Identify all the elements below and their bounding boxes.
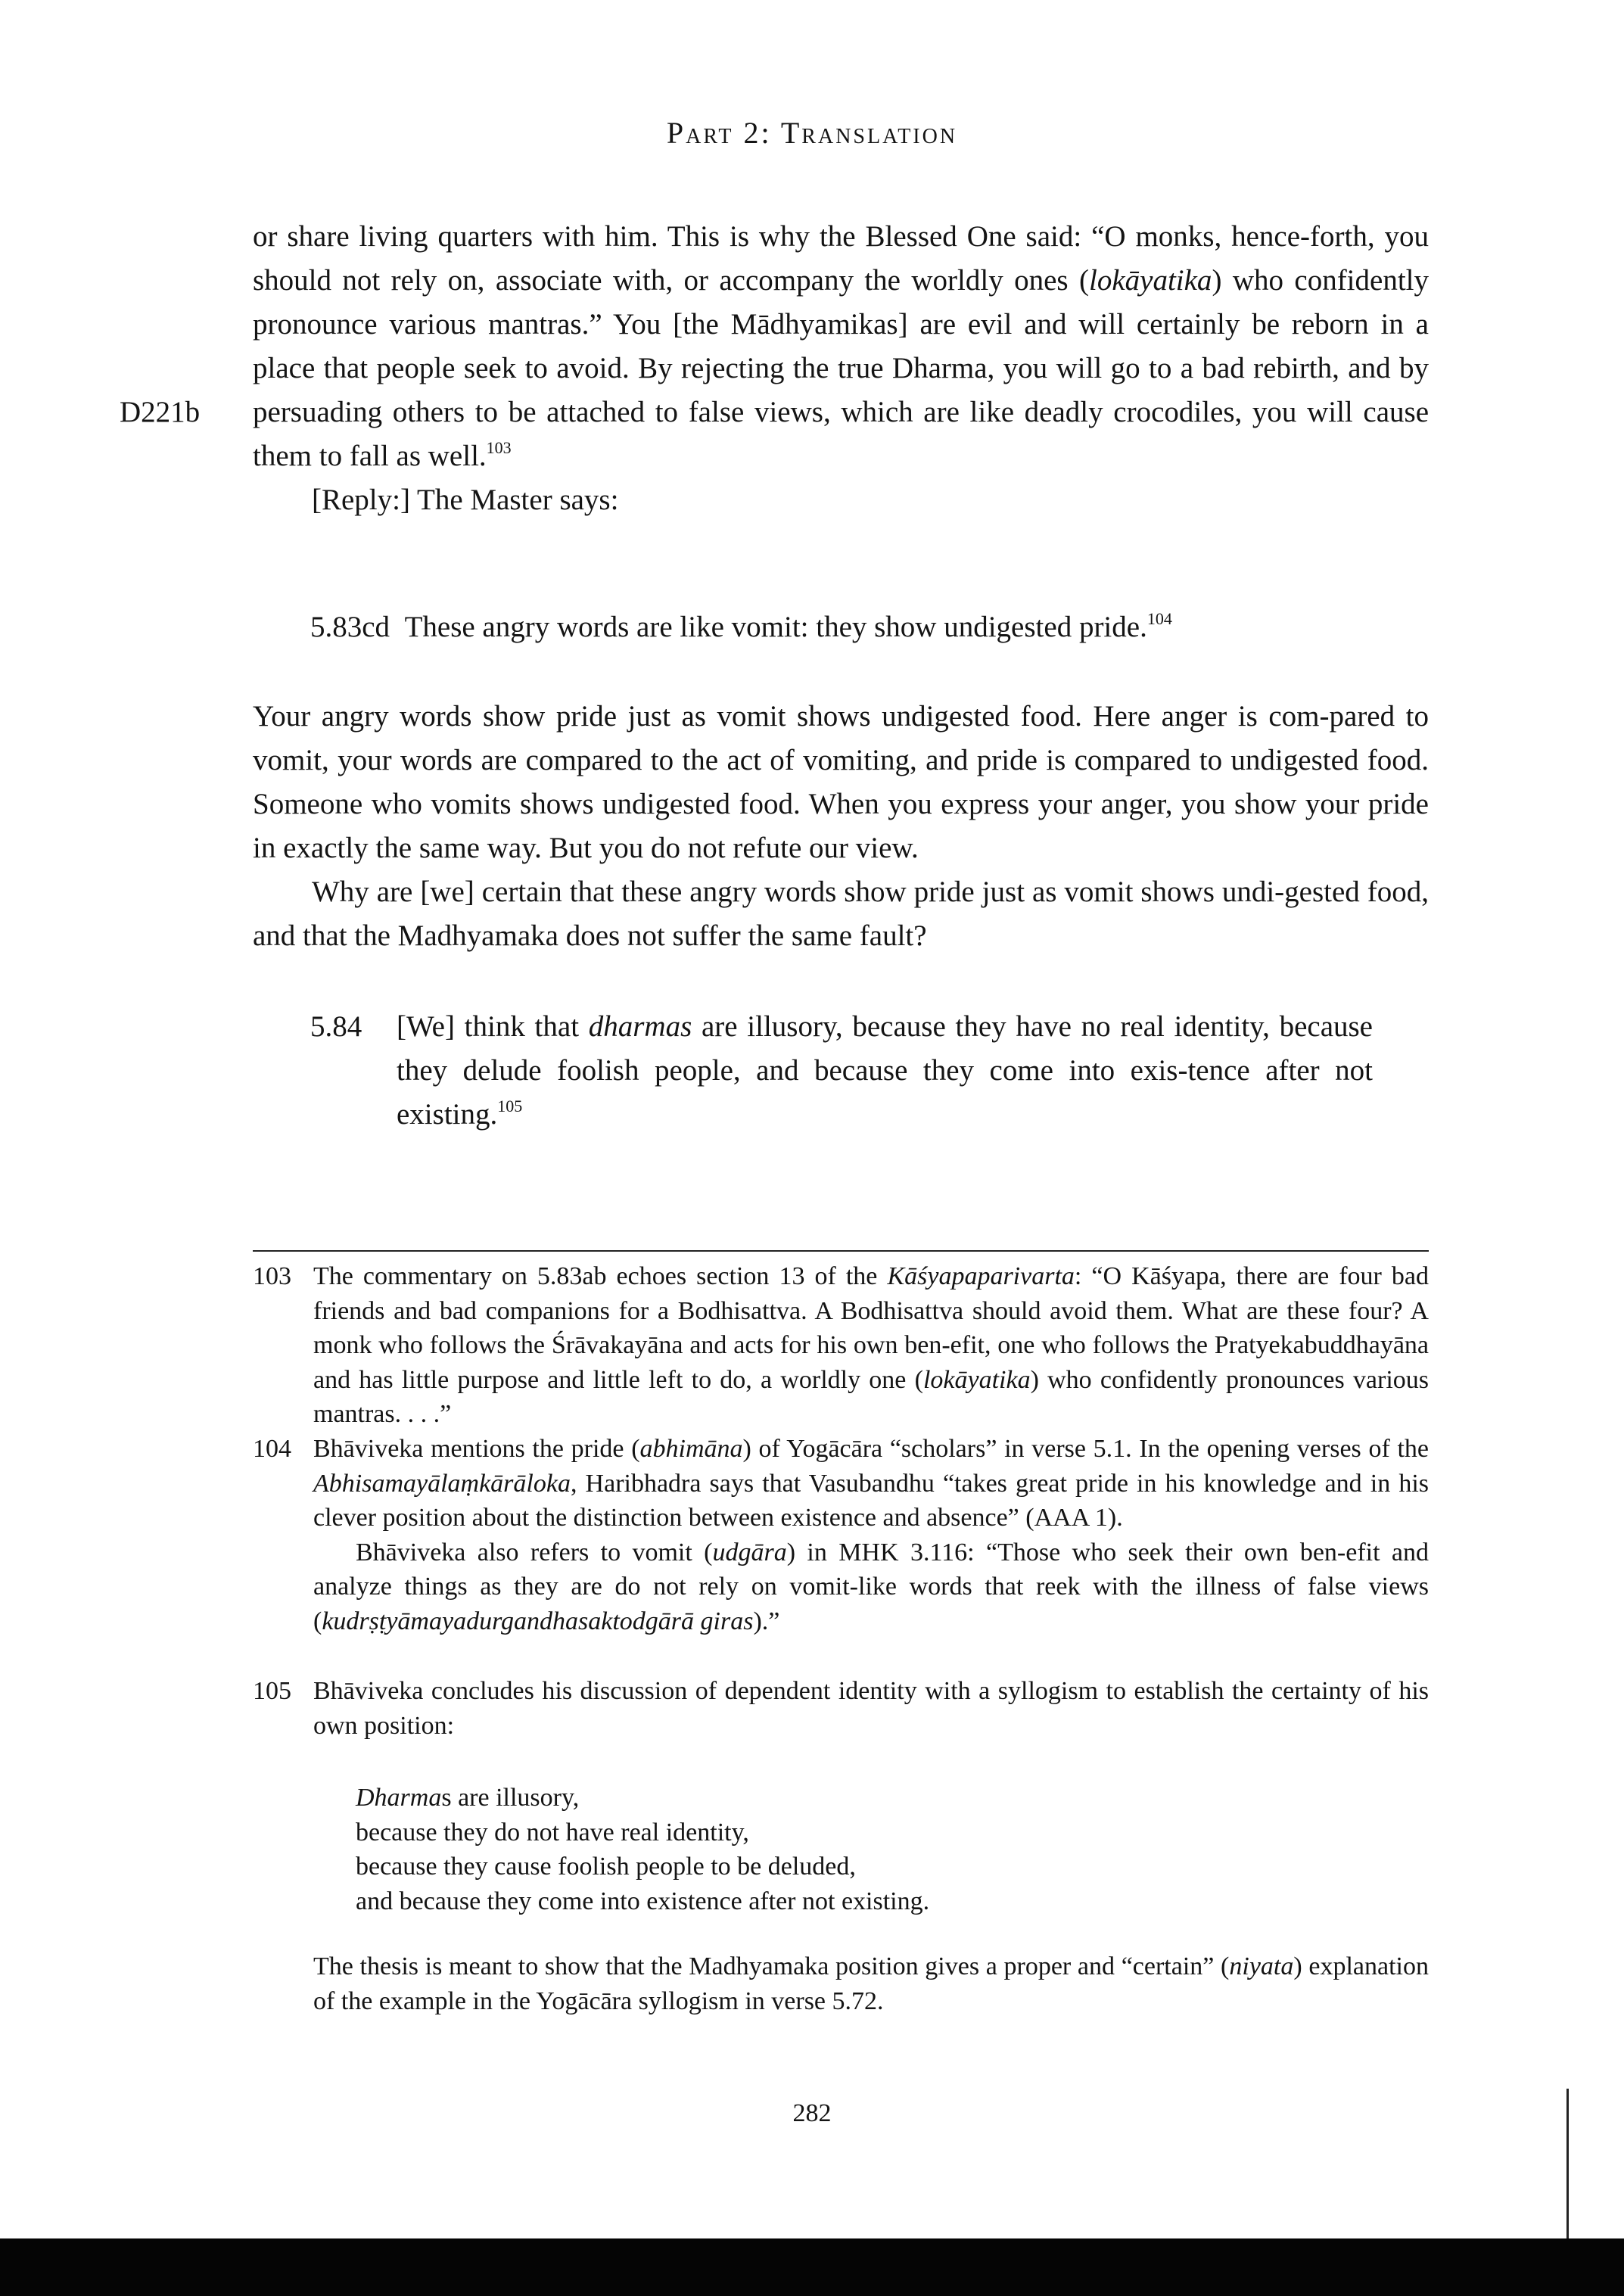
syllogism-line-1: Dharmas are illusory, <box>356 1784 580 1812</box>
verse-text: These angry words are like vomit: they show undigested pride. <box>404 611 1147 643</box>
syllogism-line-4: and because they come into existence after not existing. <box>356 1887 930 1915</box>
verse-number: 5.84 <box>310 1010 362 1043</box>
paragraph-2: Your angry words show pride just as vomit shows undigested food. Here anger is com-pared to vomit, your words are compared to the act of vomiting, and pride is compared to undigested food. Someone who vomits shows undigested food. When you express your anger, you show your pride in exactly the same way. But you do not refute our view. <box>253 700 1429 864</box>
scan-edge-line <box>1566 2089 1569 2238</box>
footnote-105: 105 Bhāviveka concludes his discussion of dependent identity with a syllogism to establish the certainty of his own position: <box>253 1674 1429 1743</box>
footnote-number: 103 <box>253 1262 291 1290</box>
scan-bottom-border <box>0 2238 1624 2296</box>
verse-5-84 <box>310 1005 1373 1137</box>
footnote-105-continuation: The thesis is meant to show that the Madhyamaka position gives a proper and “certain” (niyata) explanation of the example in the Yogācāra syllogism in verse 5.72. <box>313 1952 1429 2015</box>
page-number: 282 <box>792 2099 832 2127</box>
syllogism-line-2: because they do not have real identity, <box>356 1818 749 1846</box>
paragraph-1: or share living quarters with him. This is why the Blessed One said: “O monks, hence-forth, you should not rely on, associate with, or accompany the worldly ones (lokāyatika) who confidently pronounce various mantras.” You [the Mādhyamikas] are evil and will certainly be reborn in a place that people seek to avoid. By rejecting the true Dharma, you will go to a bad rebirth, and by persuading others to be attached to false views, which are like deadly crocodiles, you will cause them to fall as well.$^{103}$ <box>253 220 1430 472</box>
reply-line: [Reply:] The Master says: <box>312 484 619 516</box>
footnote-separator <box>253 1250 1429 1252</box>
footnote-ref-104[interactable]: 104 <box>1146 609 1172 628</box>
verse-5-83cd <box>310 605 1172 649</box>
main-text-block-1 <box>253 215 1429 522</box>
footnote-104: 104 Bhāviveka mentions the pride (abhimāna) of Yogācāra “scholars” in verse 5.1. In the opening verses of the Abhisamayālaṃkārāloka, Haribhadra says that Vasubandhu “takes great pride in his knowledge and in his clever position about the distinction between existence and absence” (AAA 1). Bhāviveka also refers to vomit (udgāra) in MHK 3.116: “Those who seek their own ben-efit and analyze things as they are do not rely on vomit-like words that reek with the illness of false views (kudrṣṭyāmayadurgandhasaktodgārā giras).” <box>253 1432 1429 1639</box>
marginal-reference: D221b <box>120 396 201 428</box>
syllogism-block <box>356 1781 929 1918</box>
paragraph-3: Why are [we] certain that these angry words show pride just as vomit shows undi-gested food, and that the Madhyamaka does not suffer the same fault? <box>253 876 1429 952</box>
footnote-number: 105 <box>253 1677 291 1705</box>
syllogism-line-3: because they cause foolish people to be deluded, <box>356 1853 856 1881</box>
footnote-ref-103[interactable]: 103 <box>486 438 512 457</box>
main-text-block-2 <box>253 695 1429 958</box>
footnote-ref-105[interactable]: 105 <box>497 1097 523 1115</box>
footnote-103: 103 The commentary on 5.83ab echoes section 13 of the Kāśyapaparivarta: “O Kāśyapa, there are four bad friends and bad companions for a Bodhisattva. A Bodhisattva should avoid them. What are these four? A monk who follows the Śrāvakayāna and acts for his own ben-efit, one who follows the Pratyekabuddhayāna and has little purpose and little left to do, a worldly one (lokāyatika) who confidently pronounces various mantras. . . .” <box>253 1259 1429 1432</box>
verse-text: [We] think that dharmas are illusory, because they have no real identity, because they delude foolish people, and because they come into exis-tence after not existing.$^{105}$ <box>397 1010 1373 1131</box>
running-header: Part 2: Translation <box>666 116 958 150</box>
verse-number: 5.83cd <box>310 611 390 643</box>
footnote-number: 104 <box>253 1435 291 1463</box>
